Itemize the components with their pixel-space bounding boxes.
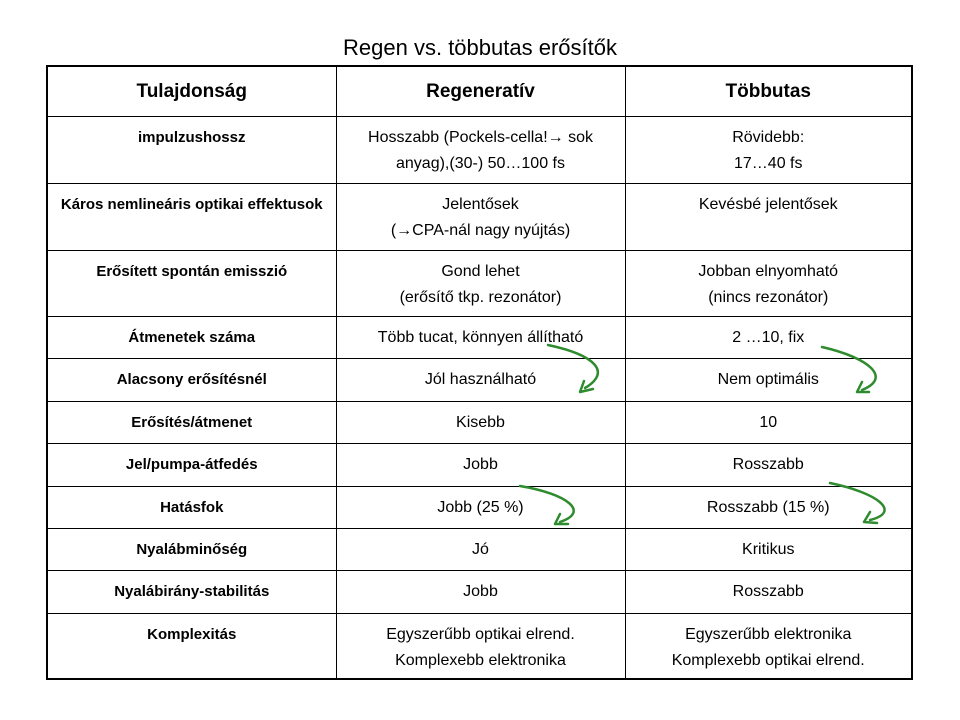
cell-property: Káros nemlineáris optikai effektusok	[47, 184, 336, 251]
table-row	[47, 117, 912, 184]
cell-property: Átmenetek száma	[47, 317, 336, 359]
table-row	[47, 402, 912, 444]
table-row	[47, 529, 912, 571]
cell-text-line: Rövidebb:	[732, 129, 805, 146]
table-row	[47, 487, 912, 529]
cell-text-line: 17…40 fs	[734, 155, 803, 172]
cell-text-line: 2 …10, fix	[732, 328, 805, 346]
cell-text-line: Hosszabb (Pockels-cella!→ sok anyag),(30-) 50…100 fs	[368, 129, 593, 172]
cell-property: Alacsony erősítésnél	[47, 359, 336, 402]
cell-regenerative	[336, 317, 625, 359]
cell-regenerative	[336, 487, 625, 529]
table-row	[47, 184, 912, 251]
table-row	[47, 571, 912, 614]
cell-text-line: Kisebb	[456, 413, 505, 431]
cell-multipass	[625, 359, 912, 402]
cell-multipass	[625, 251, 912, 317]
cell-property: impulzushossz	[47, 117, 336, 184]
comparison-table	[46, 65, 913, 680]
cell-property: Erősített spontán emisszió	[47, 251, 336, 317]
cell-regenerative	[336, 117, 625, 184]
cell-text-line: Komplexebb optikai elrend.	[671, 652, 865, 670]
table-body	[47, 117, 912, 680]
cell-regenerative	[336, 402, 625, 444]
cell-multipass	[625, 487, 912, 529]
cell-text-line: Rosszabb	[732, 456, 804, 474]
cell-text-line: 10	[759, 413, 778, 431]
cell-text-line: Gond lehet	[441, 263, 520, 281]
cell-regenerative	[336, 359, 625, 402]
cell-multipass	[625, 529, 912, 571]
cell-text-line: Jó	[472, 540, 489, 558]
cell-property: Nyalábirány-stabilitás	[47, 571, 336, 614]
cell-text-line: Jelentősek	[442, 196, 519, 214]
cell-property: Komplexitás	[47, 614, 336, 679]
cell-text-line: Jól használható	[424, 371, 537, 389]
cell-property: Nyalábminőség	[47, 529, 336, 571]
cell-multipass	[625, 117, 912, 184]
header-regenerative: Regeneratív	[336, 66, 625, 117]
cell-text-line: Jobb (25 %)	[437, 498, 524, 516]
cell-text-line: Egyszerűbb optikai elrend.	[386, 626, 575, 644]
cell-multipass	[625, 402, 912, 444]
cell-text-line: Több tucat, könnyen állítható	[377, 328, 584, 346]
comparison-table-container	[46, 65, 911, 680]
table-row	[47, 444, 912, 487]
cell-property: Jel/pumpa-átfedés	[47, 444, 336, 487]
cell-regenerative	[336, 529, 625, 571]
page-title: Regen vs. többutas erősítők	[343, 35, 617, 60]
cell-text-line: Rosszabb (15 %)	[706, 498, 830, 516]
cell-multipass	[625, 184, 912, 251]
cell-multipass	[625, 317, 912, 359]
header-multipass: Többutas	[625, 66, 912, 117]
cell-text-line: Egyszerűbb elektronika	[685, 626, 852, 644]
cell-text-line: Kevésbé jelentősek	[698, 196, 838, 214]
cell-regenerative	[336, 571, 625, 614]
cell-text-line: Jobb	[463, 583, 498, 601]
cell-multipass	[625, 444, 912, 487]
cell-regenerative	[336, 614, 625, 679]
header-property: Tulajdonság	[47, 66, 336, 117]
table-row	[47, 359, 912, 402]
cell-property: Erősítés/átmenet	[47, 402, 336, 444]
table-row	[47, 614, 912, 679]
cell-text-line: Jobban elnyomható	[698, 263, 839, 281]
cell-text-line: (erősítő tkp. rezonátor)	[399, 289, 562, 307]
cell-regenerative	[336, 251, 625, 317]
cell-regenerative	[336, 184, 625, 251]
cell-multipass	[625, 571, 912, 614]
table-row	[47, 251, 912, 317]
cell-regenerative	[336, 444, 625, 487]
cell-property: Hatásfok	[47, 487, 336, 529]
table-header-row	[47, 66, 912, 117]
cell-text-line: Komplexebb elektronika	[395, 652, 566, 670]
cell-text-line: (nincs rezonátor)	[708, 289, 829, 307]
cell-text-line: Kritikus	[742, 540, 795, 558]
cell-text-line: Jobb	[463, 456, 498, 474]
cell-text-line: Rosszabb	[732, 583, 804, 601]
cell-text-line: Nem optimális	[717, 371, 819, 389]
table-row	[47, 317, 912, 359]
cell-multipass	[625, 614, 912, 679]
cell-text-line: (→CPA-nál nagy nyújtás)	[390, 222, 571, 240]
